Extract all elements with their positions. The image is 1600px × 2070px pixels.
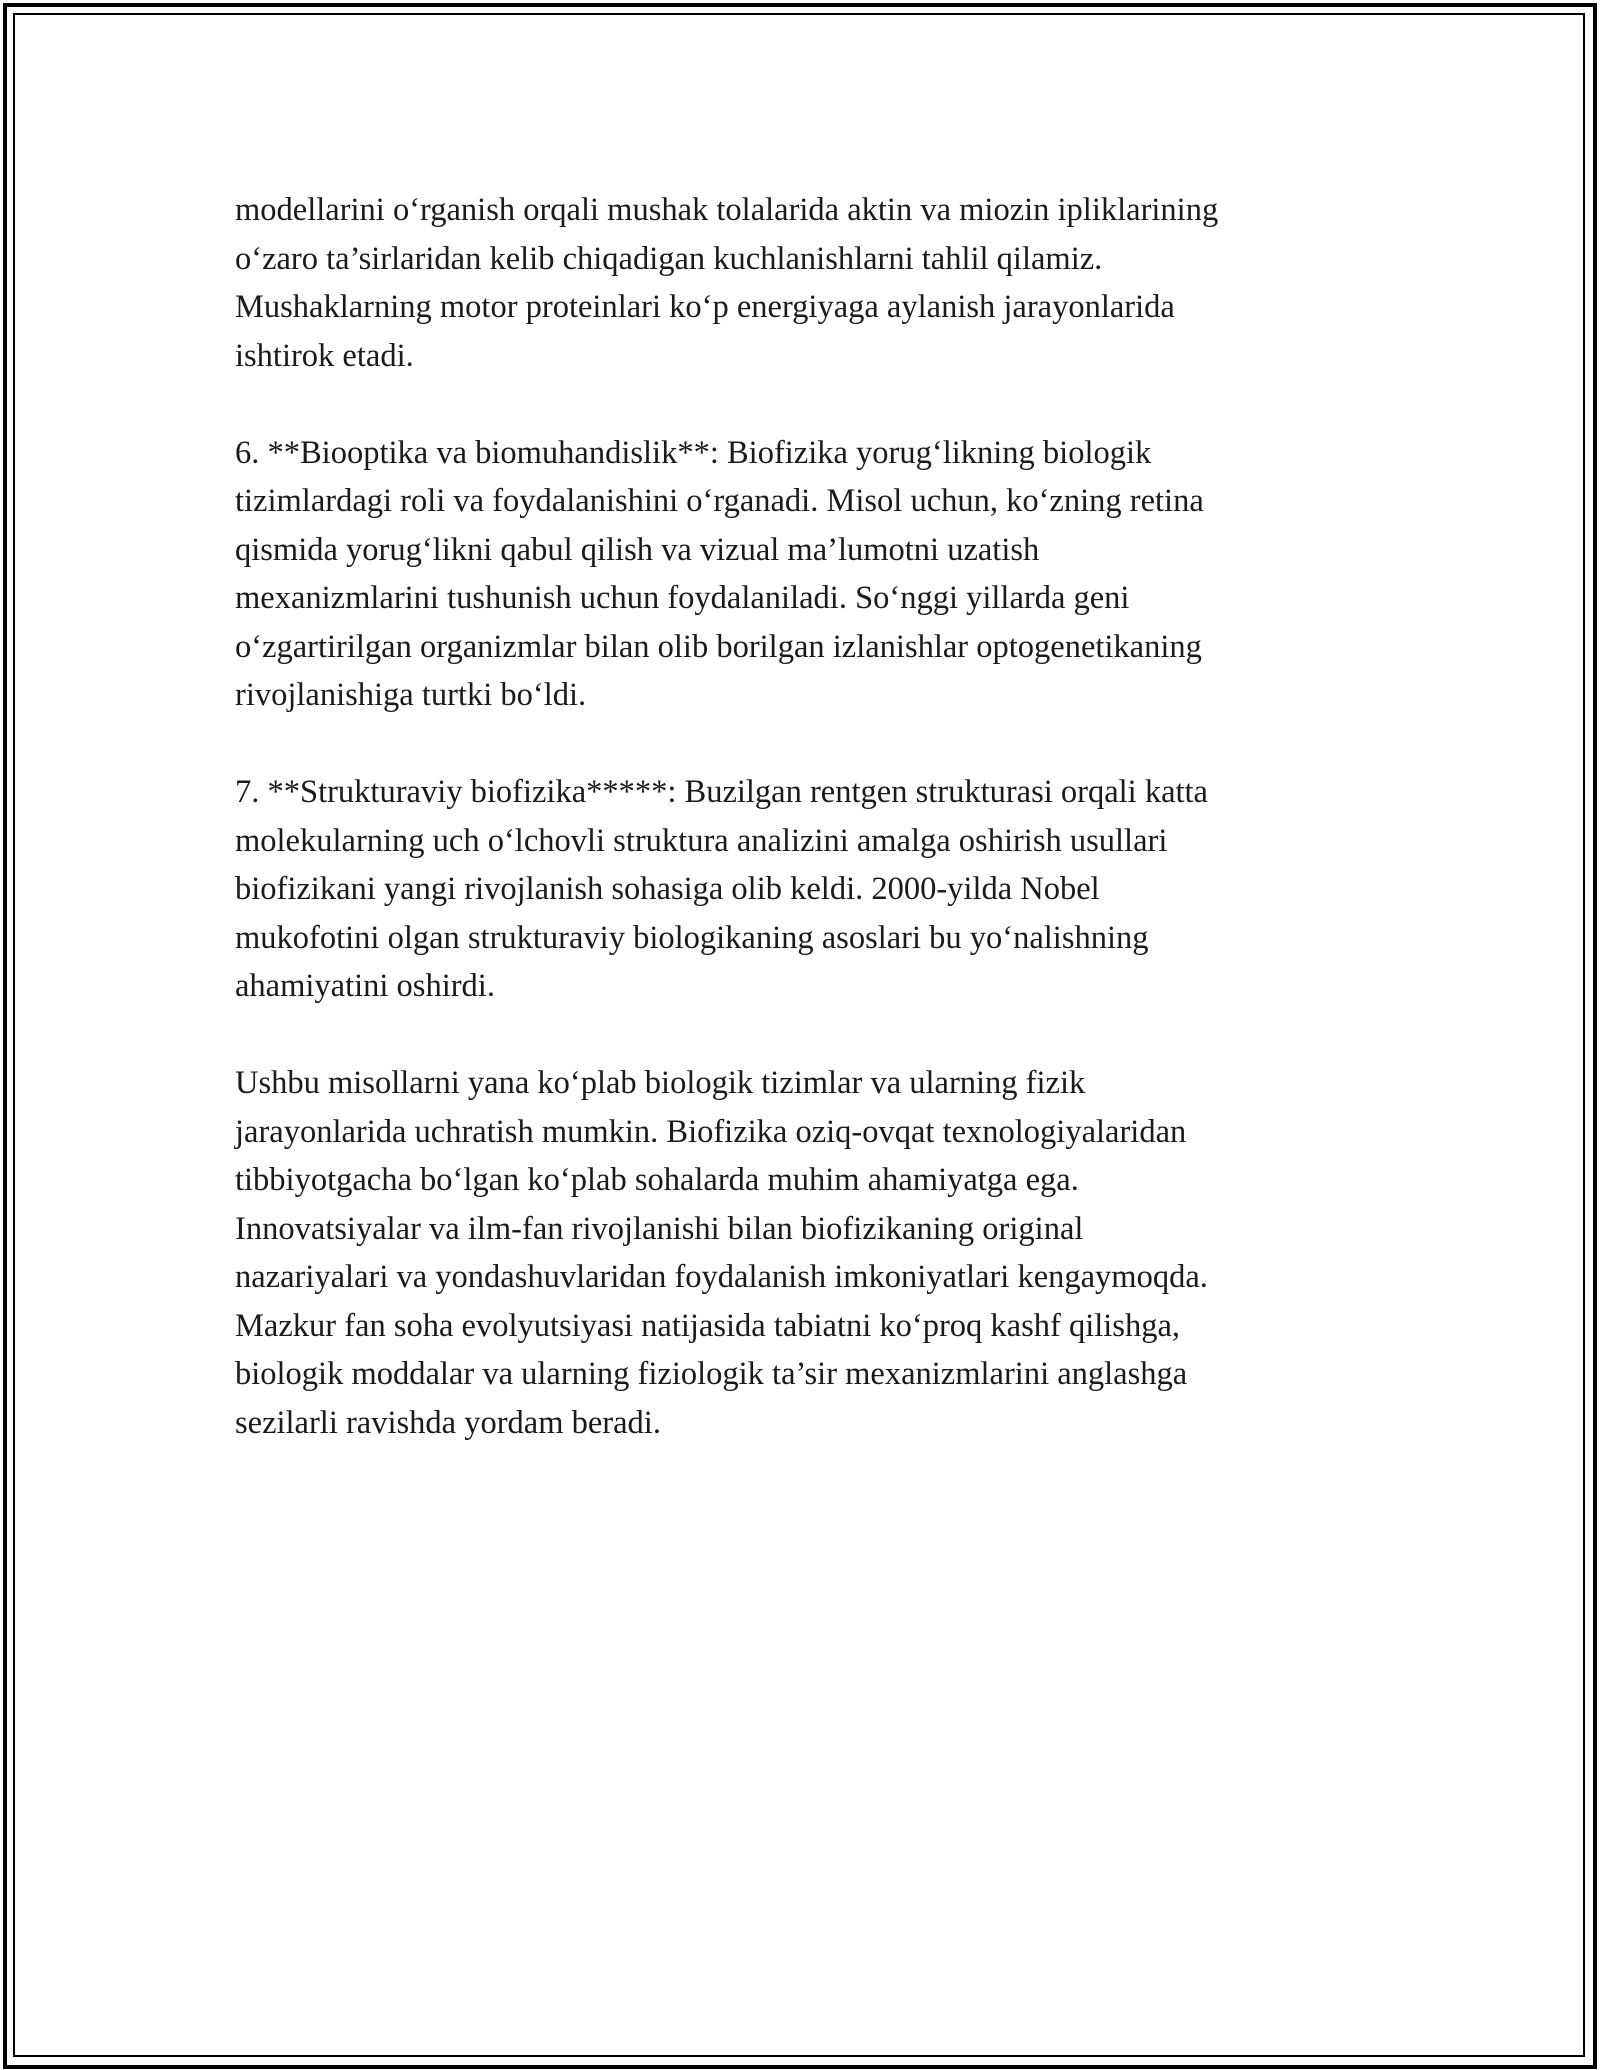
text-line: biologik moddalar va ularning fiziologik ta’sir mexanizmlarini anglashga — [235, 1356, 1188, 1392]
text-line: jarayonlarida uchratish mumkin. Biofizika oziq-ovqat texnologiyalaridan — [235, 1113, 1187, 1150]
text-line: qismida yorugʻlikni qabul qilish va vizual ma’lumotni uzatish — [235, 531, 1040, 568]
text-line: sezilarli ravishda yordam beradi. — [235, 1404, 661, 1441]
document-body — [235, 186, 1385, 1496]
text-line: Mushaklarning motor proteinlari koʻp energiyaga aylanish jarayonlarida — [235, 289, 1175, 325]
paragraph-conclusion — [235, 1059, 1385, 1447]
text-line: mexanizmlarini tushunish uchun foydalaniladi. Soʻnggi yillarda geni — [235, 580, 1130, 616]
text-line: Mazkur fan soha evolyutsiyasi natijasida tabiatni koʻproq kashf qilishga, — [235, 1307, 1180, 1344]
text-line: ahamiyatini oshirdi. — [235, 968, 495, 1004]
text-line: Ushbu misollarni yana koʻplab biologik tizimlar va ularning fizik — [235, 1065, 1086, 1101]
text-line: Innovatsiyalar va ilm-fan rivojlanishi bilan biofizikaning original — [235, 1210, 1084, 1247]
text-line: 6. **Biooptika va biomuhandislik**: Biofizika yorugʻlikning biologik — [235, 434, 1152, 471]
text-line: oʻzaro ta’sirlaridan kelib chiqadigan kuchlanishlarni tahlil qilamiz. — [235, 240, 1103, 277]
text-line: biofizikani yangi rivojlanish sohasiga olib keldi. 2000-yilda Nobel — [235, 871, 1100, 907]
paragraph-muscle-models — [235, 186, 1385, 380]
text-line: tizimlardagi roli va foydalanishini oʻrganadi. Misol uchun, koʻzning retina — [235, 483, 1204, 519]
paragraph-biooptics — [235, 429, 1385, 720]
paragraph-structural-biophysics — [235, 768, 1385, 1011]
text-line: 7. **Strukturaviy biofizika*****: Buzilgan rentgen strukturasi orqali katta — [235, 774, 1208, 810]
text-line: modellarini oʻrganish orqali mushak tolalarida aktin va miozin ipliklarining — [235, 192, 1219, 228]
text-line: oʻzgartirilgan organizmlar bilan olib borilgan izlanishlar optogenetikaning — [235, 628, 1202, 665]
text-line: tibbiyotgacha boʻlgan koʻplab sohalarda muhim ahamiyatga ega. — [235, 1162, 1079, 1198]
text-line: nazariyalari va yondashuvlaridan foydalanish imkoniyatlari kengaymoqda. — [235, 1259, 1208, 1295]
text-line: molekularning uch oʻlchovli struktura analizini amalga oshirish usullari — [235, 822, 1168, 859]
text-line: rivojlanishiga turtki boʻldi. — [235, 677, 587, 713]
text-line: mukofotini olgan strukturaviy biologikaning asoslari bu yoʻnalishning — [235, 919, 1149, 956]
text-line: ishtirok etadi. — [235, 337, 414, 374]
